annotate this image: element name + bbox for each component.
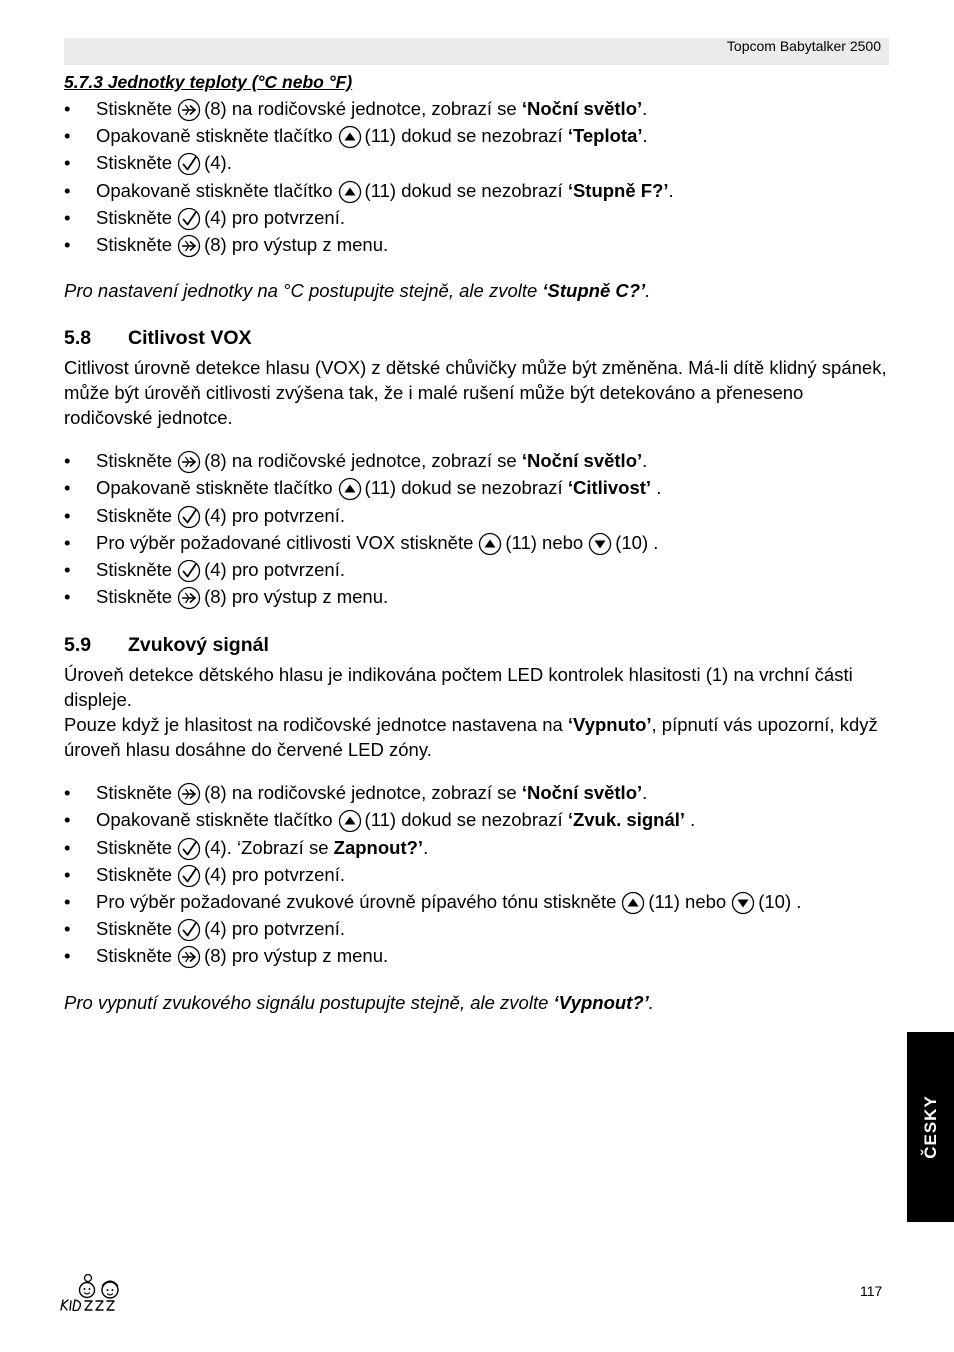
menu-arrow-icon xyxy=(177,98,201,122)
section-heading-5-8: 5.8 Citlivost VOX xyxy=(64,327,252,350)
paragraph-5-8: Citlivost úrovně detekce hlasu (VOX) z dětské chůvičky může být změněna. Má-li dítě klidný spánek, může být úrověň citlivosti zvýšena tak, že i malé rušení může být detekováno a přeneseno rodičovské jednotce. xyxy=(64,357,887,429)
up-arrow-icon xyxy=(478,532,502,556)
list-item: • Pro výběr požadované zvukové úrovně pípavého tónu stiskněte (11) nebo (10) . xyxy=(64,888,890,915)
list-item: • Stiskněte (4) pro potvrzení. xyxy=(64,861,890,888)
steps-list-5-9 xyxy=(64,779,890,969)
paragraph-5-9-b: Pouze když je hlasitost na rodičovské jednotce nastavena na ‘Vypnuto’, pípnutí vás upozorní, když úroveň hlasu dosáhne do červené LED zóny. xyxy=(64,714,878,761)
language-label: ČESKY xyxy=(920,1095,940,1159)
list-item: • Stiskněte (4) pro potvrzení. xyxy=(64,502,890,529)
up-arrow-icon xyxy=(621,891,645,915)
checkmark-icon xyxy=(177,864,201,888)
page-number: 117 xyxy=(860,1283,883,1299)
list-item: • Opakovaně stiskněte tlačítko (11) dokud se nezobrazí ‘Zvuk. signál’ . xyxy=(64,806,890,833)
paragraph-5-9-a: Úroveň detekce dětského hlasu je indikována počtem LED kontrolek hlasitosti (1) na vrchní části displeje. xyxy=(64,664,853,711)
menu-arrow-icon xyxy=(177,782,201,806)
list-item: • Opakovaně stiskněte tlačítko (11) dokud se nezobrazí ‘Stupně F?’. xyxy=(64,177,890,204)
header-title: Topcom Babytalker 2500 xyxy=(726,38,881,54)
page-content xyxy=(64,70,890,1015)
list-item: • Pro výběr požadované citlivosti VOX stiskněte (11) nebo (10) . xyxy=(64,529,890,556)
steps-list-5-7-3 xyxy=(64,95,890,258)
steps-list-5-8 xyxy=(64,447,890,610)
note-5-9: Pro vypnutí zvukového signálu postupujte stejně, ale zvolte ‘Vypnout?’. xyxy=(64,991,654,1013)
list-item: • Stiskněte (8) pro výstup z menu. xyxy=(64,942,890,969)
checkmark-icon xyxy=(177,207,201,231)
list-item: • Stiskněte (4) pro potvrzení. xyxy=(64,204,890,231)
subsection-heading-5-7-3: 5.7.3 Jednotky teploty (°C nebo °F) xyxy=(64,72,353,92)
menu-arrow-icon xyxy=(177,234,201,258)
list-item: • Stiskněte (4) pro potvrzení. xyxy=(64,915,890,942)
up-arrow-icon xyxy=(338,125,362,149)
list-item: • Opakovaně stiskněte tlačítko (11) dokud se nezobrazí ‘Teplota’. xyxy=(64,122,890,149)
checkmark-icon xyxy=(177,505,201,529)
up-arrow-icon xyxy=(338,180,362,204)
down-arrow-icon xyxy=(731,891,755,915)
section-heading-5-9: 5.9 Zvukový signál xyxy=(64,634,269,657)
list-item: • Stiskněte (4). xyxy=(64,149,890,176)
list-item: • Opakovaně stiskněte tlačítko (11) dokud se nezobrazí ‘Citlivost’ . xyxy=(64,474,890,501)
up-arrow-icon xyxy=(338,809,362,833)
note-5-7-3: Pro nastavení jednotky na °C postupujte stejně, ale zvolte ‘Stupně C?’. xyxy=(64,280,651,302)
checkmark-icon xyxy=(177,837,201,861)
checkmark-icon xyxy=(177,559,201,583)
up-arrow-icon xyxy=(338,477,362,501)
down-arrow-icon xyxy=(588,532,612,556)
svg-text:KIDZZZ: KIDZZZ xyxy=(95,1313,99,1314)
list-item: • Stiskněte (4). ‘Zobrazí se Zapnout?’. xyxy=(64,834,890,861)
list-item: • Stiskněte (8) na rodičovské jednotce, zobrazí se ‘Noční světlo’. xyxy=(64,447,890,474)
list-item: • Stiskněte (8) pro výstup z menu. xyxy=(64,231,890,258)
language-side-tab xyxy=(907,1032,954,1222)
checkmark-icon xyxy=(177,152,201,176)
kidzzz-logo xyxy=(58,1270,132,1314)
list-item: • Stiskněte (4) pro potvrzení. xyxy=(64,556,890,583)
checkmark-icon xyxy=(177,918,201,942)
header-bar xyxy=(64,38,889,65)
list-item: • Stiskněte (8) pro výstup z menu. xyxy=(64,583,890,610)
list-item: • Stiskněte (8) na rodičovské jednotce, zobrazí se ‘Noční světlo’. xyxy=(64,95,890,122)
menu-arrow-icon xyxy=(177,450,201,474)
menu-arrow-icon xyxy=(177,586,201,610)
menu-arrow-icon xyxy=(177,945,201,969)
list-item: • Stiskněte (8) na rodičovské jednotce, zobrazí se ‘Noční světlo’. xyxy=(64,779,890,806)
